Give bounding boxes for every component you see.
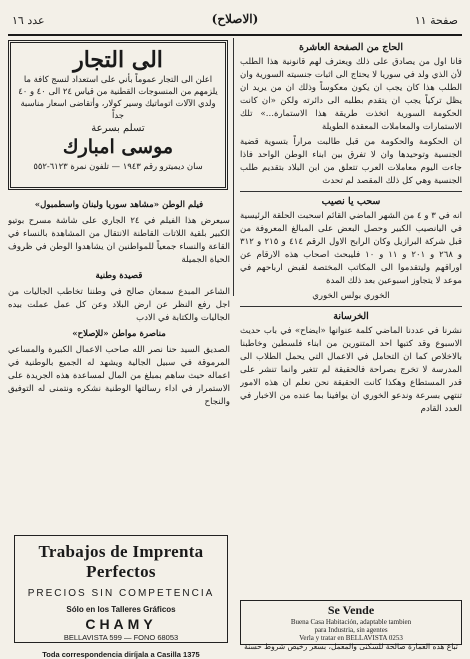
newspaper-title: (الاصلاح) xyxy=(211,12,259,26)
lottery-body: انه في ٣ و ٤ من الشهر الماضي القائم اسحبت الحلقة الرئيسية في اليانصيب الكبير وحصل البعض على المبالغ المعروفة من قبل شركة البرازيل وكان الرابح الاول الرقم ٤١٤ و ٢١٥ و ٣١٢ و ٢٦٨ و ٢٠١ و ١١ و ١٠ فليبحث اصحاب هذه الارقام عن اوراقهم وليتقدموا الى المكاتب المختصة لقبض ارباحهم في موعد لا يتجاوز اسبوعين بعد ذلك المدة xyxy=(240,211,462,286)
ad-title: الى التجار xyxy=(73,47,163,73)
printing-ad-only: Sólo en los Talleres Gráficos xyxy=(66,605,176,614)
article-paragraph: فانا اول من يصادق على ذلك ويعترف لهم قانونية هذا الطلب لأن الذي ولد في سوريا لا يحتاج الى اثبات جنسيته السورية وان الطلب هذا كان يجب ان يكون معكوساً وذلك ان من يريد ان يظل تركياً يجب ان يتقدم بطلبه الى دائرته ولكن «ان كانت الحكومة السورية اتخذت طريقة هذا الاستمارة...» تلك الاستمارات والمعاملات المعقدة الطويلة xyxy=(240,57,462,132)
printing-ad-subtitle: PRECIOS SIN COMPETENCIA xyxy=(27,588,215,599)
ad-address: سان ديميترو رقم ١٩٤٣ — تلفون نمرة ٦١٢٣-٥٥٢ xyxy=(33,161,203,171)
merchants-ad xyxy=(8,40,228,190)
column-divider xyxy=(233,38,234,296)
ad-text: اعلن الى التجار عموماً بأني على استعداد لنسج كافة ما يلزمهم من المنسوجات القطنية من قياس ٢٤ الى ٤٠ و ٤٠ ولدي الآلات اتوماتيك وسير كولار، وأتقاضى اسعار مناسبة جداً xyxy=(18,74,218,120)
section-rule xyxy=(240,306,462,307)
issue-number: عدد ١٦ xyxy=(12,14,45,27)
for-sale-ad xyxy=(240,600,462,651)
printing-ad xyxy=(14,535,228,659)
poem-paragraph: الشاعر المبدع سمعان صالح في وطننا تخاطب الجاليات من اجل رفع النظر عن ارض البلاد وعن كل عمل عملت بيده الجاليات والكتابة في الادب xyxy=(8,287,230,323)
sale-ad-line2: para Industria, sin agentes xyxy=(314,626,388,634)
sale-ad-title: Se Vende xyxy=(327,603,375,617)
sale-ad-line3: Verla y tratar en BELLAVISTA 0253 xyxy=(299,634,403,642)
sale-ad-line1: Buena Casa Habitación, adaptable tambien xyxy=(290,618,412,626)
poem-heading: قصيدة وطنية xyxy=(95,271,143,281)
printing-ad-title: Trabajos de Imprenta Perfectos xyxy=(38,542,204,581)
continuation-label: الحاج من الصفحة العاشرة xyxy=(299,42,403,53)
support-heading: مناصرة مواطن «للإصلاح» xyxy=(72,329,166,339)
printing-ad-brand: CHAMY xyxy=(85,616,157,632)
ad-subtitle: تسلم بسرعة xyxy=(91,123,145,134)
film-paragraph: سيعرض هذا الفيلم في ٢٤ الجاري على شاشة مسرح بوتيو الكبير بلقية اللاتات القاطنة الانتقال من المشاهدة بالنساء في القاعة والنساء جمعياً للمواطنين ان يشاهدوا الوطن في ظروف الحياة الجميلة xyxy=(8,216,230,265)
support-paragraph: الصديق السيد حنا نصر الله صاحب الاعمال الكبيرة والمساعي المرموقة في سبيل الجالية ويشهد له الجميع بالوطنية في اعماله حيث ساهم بمبلغ من المال لمساعدة هذه الجريدة على الاستمرار في اداء رسالتها الوطنية نشكره ونتمنى له التوفيق والنجاح xyxy=(8,345,230,407)
printing-ad-address: BELLAVISTA 599 — FONO 68053 xyxy=(63,633,179,642)
advertiser-name: موسى امبارك xyxy=(62,136,174,158)
right-column xyxy=(240,38,462,598)
section-rule xyxy=(240,191,462,192)
page-header xyxy=(8,8,462,36)
film-heading: فيلم الوطن «مشاهد سوريا ولبنان واسطمبول» xyxy=(34,200,204,210)
page-number: صفحة ١١ xyxy=(414,14,458,27)
article-paragraph: ان الحكومة والحكومة من قبل طالبت مراراً بتسوية قضية الجنسية وتوحيدها وان لا تفرق بين ابناء الوطن الواحد فاذا جاءت اليوم معاملات العرب تتعلق من ابن البلاد بتقديم طلب الجنسية وهي كل ذلك المقصد لم تحدث xyxy=(240,137,462,186)
printing-ad-correspondence: Toda correspondencia diríjala a Casilla 1375 xyxy=(42,650,200,659)
sale-ad-arabic: تباع هذه العمارة صالحة للسكنى والمعمل، بسعر رخيص شروط حسنة xyxy=(244,642,458,651)
section-body: نشرنا في عددنا الماضي كلمة عنوانها «ايضاح» في باب حديث الاسبوع وقد كتبها احد المتنورين من ابناء فلسطين وخاطبنا بالاخلاص كما ان التحامل في الاعمال التي يحمل الطلاب الى المدرسة لا تخرج بصراحة فالحقيقة لم تتغير وانما تنشر على قدر المستطاع وهكذا كانت الحقيقة نحن نعلم ان هذه الامور تنتهي بسرعة وندعو الخوري ان يوافينا بما عنده من الاخبار في العدد القادم xyxy=(240,326,462,414)
section-title: الخرسانة xyxy=(333,311,369,322)
author-signature: الخوري بولس الخوري xyxy=(312,291,390,301)
lottery-title: سحب يا نصيب xyxy=(321,196,381,207)
left-column xyxy=(8,196,230,526)
